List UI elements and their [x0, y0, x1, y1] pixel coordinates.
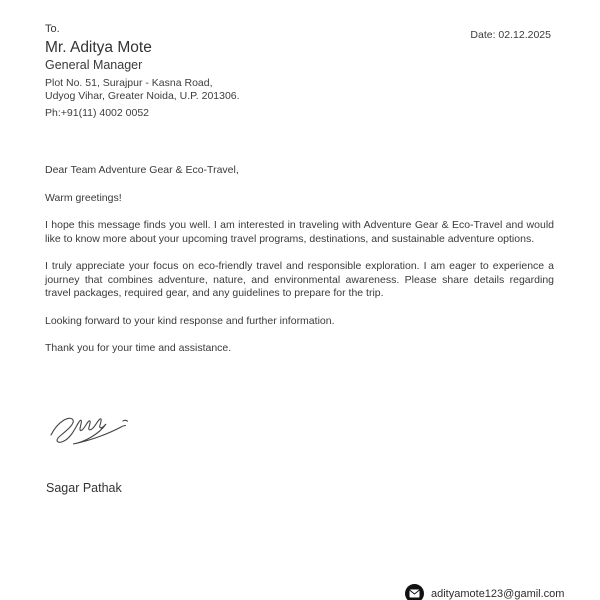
closing-line-2: Thank you for your time and assistance.: [45, 342, 232, 354]
body-paragraph-2: I truly appreciate your focus on eco-friendly travel and responsible exploration. I am eager to experience a journey that combines adventure, nature, and environmental awareness. Please share details regarding travel packages, required gear, and any guidelines to prepare for the trip.: [45, 260, 554, 299]
closing-line-1: Looking forward to your kind response and further information.: [45, 314, 335, 327]
letter-body: [45, 164, 554, 370]
envelope-glyph: [409, 589, 420, 598]
recipient-block: [45, 22, 240, 120]
letter-date: Date: 02.12.2025: [470, 29, 551, 41]
recipient-title: General Manager: [45, 58, 143, 72]
salutation: Dear Team Adventure Gear & Eco-Travel,: [45, 164, 239, 176]
greeting-line: Warm greetings!: [45, 191, 122, 204]
handwritten-signature: [45, 408, 129, 450]
body-paragraph-1: I hope this message finds you well. I am interested in traveling with Adventure Gear & Eco-Travel and would like to know more about your upcoming travel programs, destinations, and sustainable adventure options.: [45, 219, 554, 245]
recipient-name: Mr. Aditya Mote: [45, 39, 152, 56]
recipient-phone: Ph:+91(11) 4002 0052: [45, 107, 150, 119]
footer-contact: [405, 584, 564, 600]
signature-scribble: [45, 408, 129, 450]
recipient-address-line-1: Plot No. 51, Surajpur - Kasna Road,: [45, 77, 213, 89]
to-label: To.: [45, 23, 60, 35]
email-address: adityamote123@gamil.com: [431, 587, 565, 600]
email-envelope-icon: [405, 584, 424, 600]
sender-name: Sagar Pathak: [46, 481, 122, 495]
recipient-address-line-2: Udyog Vihar, Greater Noida, U.P. 201306.: [45, 90, 240, 102]
